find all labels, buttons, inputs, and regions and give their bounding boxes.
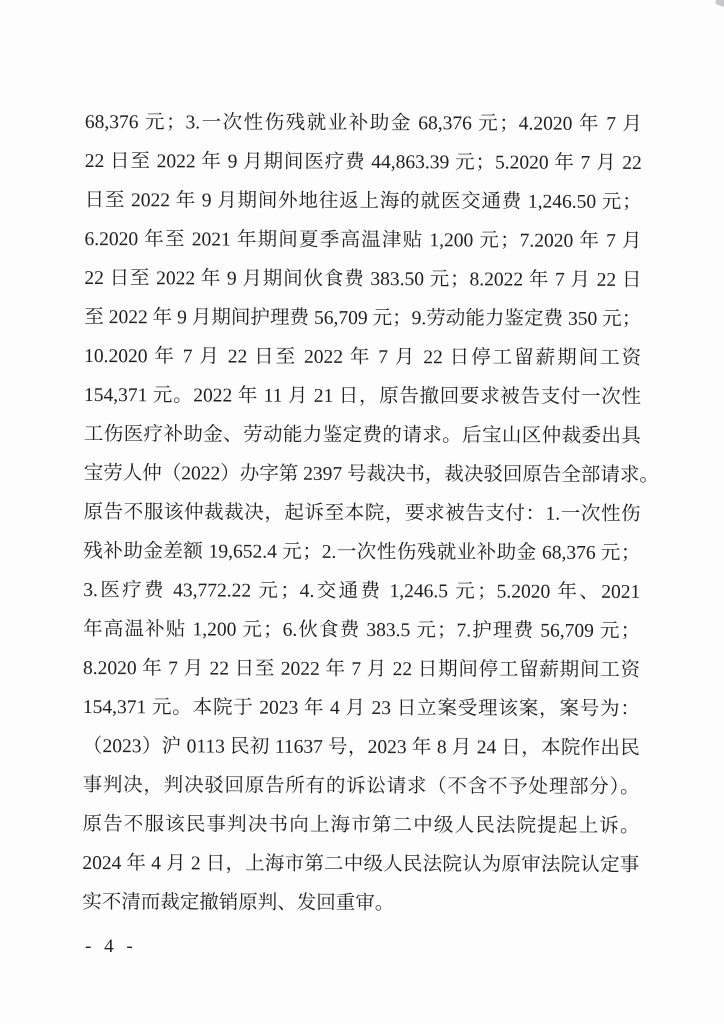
text-line: 宝劳人仲（2022）办字第 2397 号裁决书，裁决驳回原告全部请求。: [83, 463, 660, 487]
text-line: （2023）沪 0113 民初 11637 号，2023 年 8 月 24 日，本院作出民: [82, 736, 640, 759]
text-line: 工伤医疗补助金、劳动能力鉴定费的请求。后宝山区仲裁委出具: [83, 424, 641, 447]
text-line: 至 2022 年 9 月期间护理费 56,709 元；9.劳动能力鉴定费 350 元；: [84, 307, 642, 330]
text-line: 6.2020 年至 2021 年期间夏季高温津贴 1,200 元；7.2020 年 7 月: [84, 229, 642, 252]
text-line: 22 日至 2022 年 9 月期间伙食费 383.50 元；8.2022 年 7 月 22 日: [84, 268, 642, 291]
text-line: 实不清而裁定撤销原判、发回重审。: [82, 892, 395, 915]
text-line: 154,371 元。2022 年 11 月 21 日，原告撤回要求被告支付一次性: [83, 385, 642, 408]
text-line: 3.医疗费 43,772.22 元；4.交通费 1,246.5 元；5.2020 年、2021: [83, 580, 641, 603]
text-line: 2024 年 4 月 2 日，上海市第二中级人民法院认为原审法院认定事: [82, 853, 640, 876]
text-line: 154,371 元。本院于 2023 年 4 月 23 日立案受理该案，案号为：: [82, 697, 640, 720]
document-body: [82, 103, 660, 924]
text-line: 原告不服该仲裁裁决，起诉至本院，要求被告支付：1.一次性伤: [83, 502, 641, 525]
text-line: 22 日至 2022 年 9 月期间医疗费 44,863.39 元；5.2020 年 7 月 22: [84, 151, 642, 174]
scan-smudge: [715, 0, 724, 8]
text-line: 原告不服该民事判决书向上海市第二中级人民法院提起上诉。: [82, 814, 640, 837]
text-line: 10.2020 年 7 月 22 日至 2022 年 7 月 22 日停工留薪期间工资: [84, 346, 642, 369]
text-line: 事判决，判决驳回原告所有的诉讼请求（不含不予处理部分）。: [82, 775, 640, 798]
text-line: 残补助金差额 19,652.4 元；2.一次性伤残就业补助金 68,376 元；: [83, 541, 641, 564]
text-line: 年高温补贴 1,200 元；6.伙食费 383.5 元；7.护理费 56,709 元；: [83, 619, 641, 642]
page-number: - 4 -: [85, 936, 137, 957]
text-line: 日至 2022 年 9 月期间外地往返上海的就医交通费 1,246.50 元；: [84, 190, 642, 213]
text-line: 8.2020 年 7 月 22 日至 2022 年 7 月 22 日期间停工留薪期间工资: [82, 658, 641, 681]
text-line: 68,376 元；3.一次性伤残就业补助金 68,376 元；4.2020 年 7 月: [84, 112, 642, 135]
